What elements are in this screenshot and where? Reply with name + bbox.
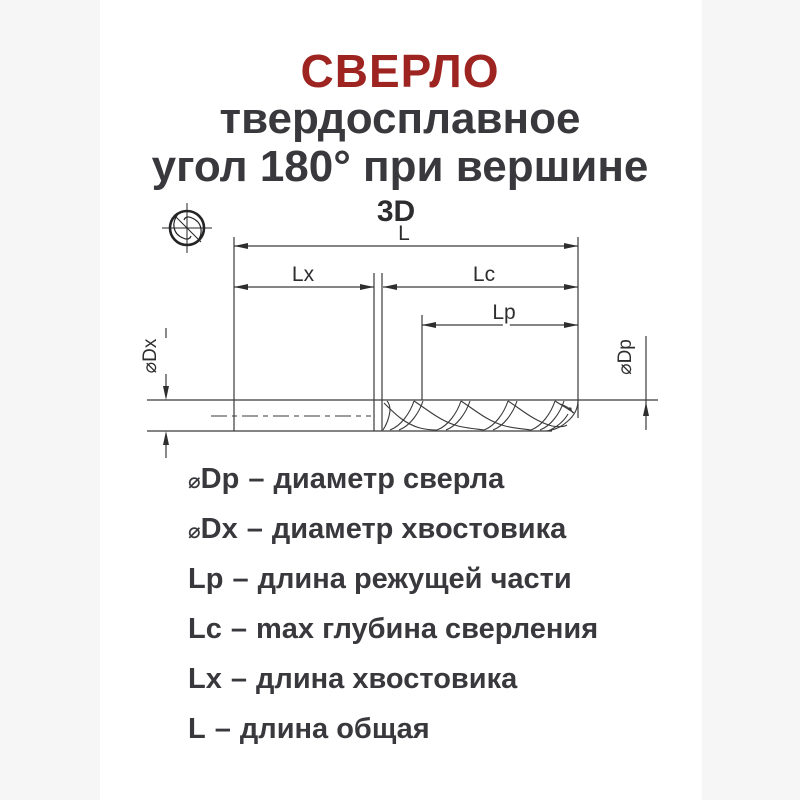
subtitle-line-1: твердосплавное	[219, 94, 581, 143]
dim-label-lp: Lp	[492, 301, 516, 324]
page-title: СВЕРЛО	[300, 45, 500, 97]
legend-item-dx	[188, 504, 598, 554]
legend-desc: длина режущей части	[257, 563, 572, 595]
view-label-3d: 3D	[376, 195, 416, 228]
legend-key: L	[188, 713, 206, 745]
legend-separator: –	[246, 513, 263, 545]
legend-key: Lx	[188, 663, 222, 695]
legend-separator: –	[230, 663, 247, 695]
legend-key: Lc	[188, 613, 222, 645]
legend-item-lx	[188, 654, 598, 704]
diameter-symbol: ⌀	[188, 470, 201, 493]
legend-key: Dp	[200, 463, 240, 495]
dim-label-dp: ⌀Dp	[615, 339, 636, 375]
legend-desc: длина хвостовика	[255, 663, 518, 695]
dim-label-dx: ⌀Dx	[140, 338, 161, 374]
legend-separator: –	[230, 613, 247, 645]
diameter-symbol: ⌀	[188, 520, 201, 543]
drill-end-view-icon	[162, 203, 212, 253]
legend-desc: max глубина сверления	[255, 613, 599, 645]
legend-item-l	[188, 704, 598, 754]
legend-desc: длина общая	[239, 713, 430, 745]
dimension-lines	[147, 237, 658, 458]
subtitle-line-2: угол 180° при вершине	[151, 142, 649, 191]
legend-separator: –	[248, 463, 265, 495]
legend-key: Lp	[188, 563, 224, 595]
legend-separator: –	[232, 563, 249, 595]
dimension-legend	[188, 454, 598, 754]
dim-label-lx: Lx	[291, 263, 315, 286]
legend-key: Dx	[200, 513, 238, 545]
dimension-arrowheads	[163, 243, 649, 445]
legend-item-dp	[188, 454, 598, 504]
legend-item-lp	[188, 554, 598, 604]
legend-desc: диаметр сверла	[273, 463, 505, 495]
dim-label-l: L	[398, 222, 410, 245]
legend-item-lc	[188, 604, 598, 654]
legend-separator: –	[214, 713, 231, 745]
legend-desc: диаметр хвостовика	[271, 513, 567, 545]
drill-flutes	[383, 400, 578, 431]
dim-label-lc: Lc	[472, 263, 496, 286]
